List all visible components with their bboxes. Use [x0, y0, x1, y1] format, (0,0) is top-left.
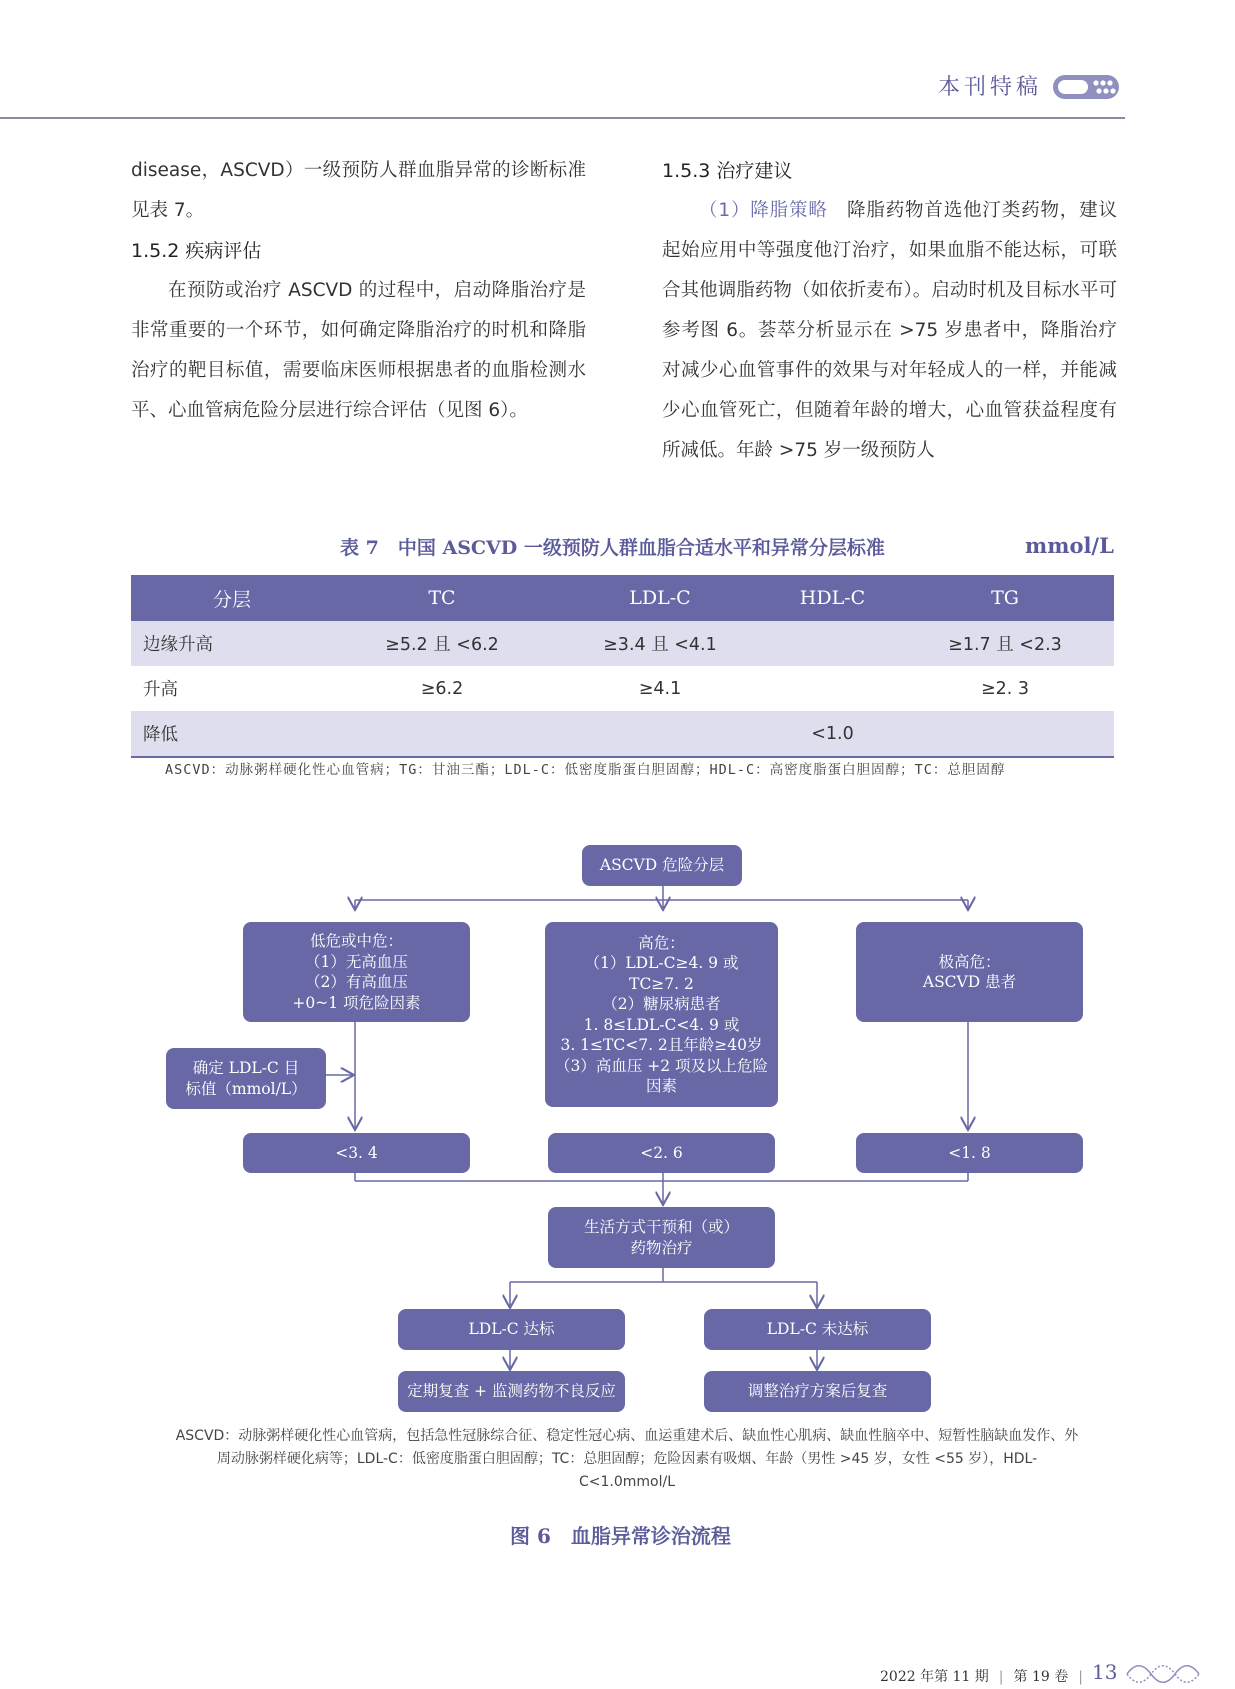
section-title: 本刊特稿 — [938, 75, 1043, 100]
paragraph: 在预防或治疗 ASCVD 的过程中，启动降脂治疗是非常重要的一个环节，如何确定降脂治疗的时机和降脂治疗的靶目标值，需要临床医师根据患者的血脂检测水平、心血管病危险分层进行综合评估（见图 6）。 — [131, 280, 586, 421]
adjust-treatment-box: 调整治疗方案后复查 — [704, 1371, 931, 1412]
risk-stratification-box: ASCVD 危险分层 — [582, 845, 742, 886]
column-header: LDL-C — [551, 575, 769, 621]
target-low-box: <3. 4 — [243, 1133, 470, 1173]
intervention-box: 生活方式干预和（或） 药物治疗 — [548, 1207, 775, 1268]
dna-decoration-icon — [1125, 1663, 1205, 1685]
table-cell: ≥3.4 且 <4.1 — [551, 621, 769, 666]
table-cell: ≥2. 3 — [980, 678, 1030, 699]
issue-text: 2022 年第 11 期 — [880, 1669, 989, 1685]
paragraph-text: 降脂药物首选他汀类药物，建议起始应用中等强度他汀治疗，如果血脂不能达标，可联合其他调脂药物（如依折麦布）。启动时机及目标水平可参考图 6。荟萃分析显示在 >75 岁患者中，降脂治疗对减少心血管事件的效果与对年轻成人的一样，并能减少心血管死亡，但随着年龄的增大，心血管获益程度有所减低。年龄 >75 岁一级预防人 — [662, 200, 1117, 461]
table-cell: ≥5.2 且 <6.2 — [333, 621, 551, 666]
table-cell: 降低 — [131, 711, 333, 757]
figure-caption: 图 6 血脂异常诊治流程 — [510, 1524, 731, 1548]
table-cell: 边缘升高 — [131, 621, 333, 666]
volume-text: 第 19 卷 — [1013, 1669, 1069, 1685]
target-label-box: 确定 LDL-C 目 标值（mmol/L） — [166, 1048, 326, 1109]
page-number: 13 — [1092, 1660, 1118, 1684]
figure-footnote: ASCVD：动脉粥样硬化性心血管病，包括急性冠脉综合征、稳定性冠心病、血运重建术后、缺血性心肌病、缺血性脑卒中、短暂性脑缺血发作、外周动脉粥样硬化病等；LDL-C：低密度脂蛋白胆固醇；TC：总胆固醇；危险因素有吸烟、年龄（男性 >45 岁，女性 <55 岁），HDL-C<1.0mmol/L — [175, 1428, 1079, 1490]
table-cell: ≥1.7 且 <2.3 — [896, 621, 1114, 666]
table-cell: 升高 — [143, 680, 178, 700]
column-header: 分层 — [131, 575, 333, 621]
section-heading: 1.5.3 治疗建议 — [662, 160, 793, 182]
very-high-risk-box: 极高危： ASCVD 患者 — [856, 922, 1083, 1022]
followup-box: 定期复查 + 监测药物不良反应 — [398, 1371, 625, 1412]
table-cell: ≥4.1 — [638, 678, 682, 699]
column-header: HDL-C — [769, 575, 896, 621]
table-cell: <1.0 — [769, 711, 896, 757]
table-unit: mmol/L — [1025, 533, 1114, 558]
high-risk-box: 高危： （1）LDL-C≥4. 9 或 TC≥7. 2 （2）糖尿病患者 1. 8≤LDL-C<4. 9 或 3. 1≤TC<7. 2且年龄≥40岁 （3）高血压 +2 项及以上危险 因素 — [545, 922, 778, 1107]
table-caption: 表 7 中国 ASCVD 一级预防人群血脂合适水平和异常分层标准 — [340, 537, 885, 559]
ldl-not-reached-box: LDL-C 未达标 — [704, 1309, 931, 1350]
column-header: TG — [896, 575, 1114, 621]
paragraph: disease，ASCVD）一级预防人群血脂异常的诊断标准见表 7。 — [131, 160, 586, 221]
ldl-reached-box: LDL-C 达标 — [398, 1309, 625, 1350]
lead-term: （1）降脂策略 — [699, 200, 828, 221]
footer-issue: 2022 年第 11 期 | 第 19 卷 | — [880, 1669, 1083, 1685]
low-mid-risk-box: 低危或中危： （1）无高血压 （2）有高血压 +0~1 项危险因素 — [243, 922, 470, 1022]
table-cell: ≥6.2 — [420, 678, 464, 699]
table-footnote: ASCVD：动脉粥样硬化性心血管病；TG：甘油三酯；LDL-C：低密度脂蛋白胆固醇；HDL-C：高密度脂蛋白胆固醇；TC：总胆固醇 — [165, 762, 1006, 778]
section-heading: 1.5.2 疾病评估 — [131, 240, 262, 262]
column-header: TC — [333, 575, 551, 621]
target-very-high-box: <1. 8 — [856, 1133, 1083, 1173]
target-high-box: <2. 6 — [548, 1133, 775, 1173]
